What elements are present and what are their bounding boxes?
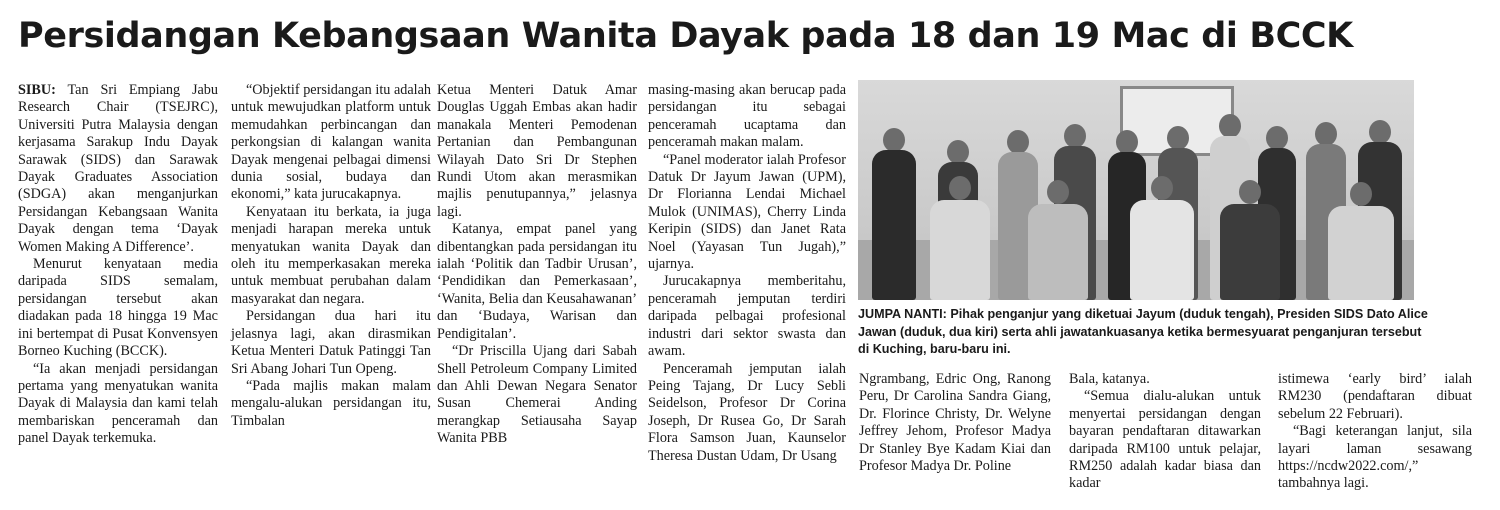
paragraph: Ketua Menteri Datuk Amar Douglas Uggah Embas akan hadir manakala Menteri Pemodenan Pertanian dan Pembangunan Wilayah Dato Sri Dr Stephen Rundi Utom akan merasmikan majlis penutupannya,” jelasnya lagi. xyxy=(437,82,637,220)
paragraph: “Dr Priscilla Ujang dari Sabah Shell Petroleum Company Limited dan Ahli Dewan Negara Senator Susan Chemerai Anding merangkap Setiausaha Sayap Wanita PBB xyxy=(437,343,637,447)
article-column-3 xyxy=(437,82,637,448)
article-column-5 xyxy=(859,371,1051,475)
photo-person xyxy=(872,128,916,300)
photo-person xyxy=(930,176,990,300)
article-column-6 xyxy=(1069,371,1261,493)
paragraph: masing-masing akan berucap pada persidangan itu sebagai penceramah ucaptama dan penceramah makan malam. xyxy=(648,82,846,151)
photo-caption xyxy=(858,306,1430,359)
paragraph: Ngrambang, Edric Ong, Ranong Peru, Dr Carolina Sandra Giang, Dr. Florince Christy, Dr. Welyne Jeffrey Jehom, Profesor Madya Dr Stanley Bye Kadam Kiai dan Profesor Madya Dr. Poline xyxy=(859,371,1051,475)
paragraph: Jurucakapnya memberitahu, penceramah jemputan terdiri daripada pelbagai profesional industri dari sektor swasta dan awam. xyxy=(648,273,846,360)
caption-lead: JUMPA NANTI: xyxy=(858,307,947,321)
paragraph: “Bagi keterangan lanjut, sila layari laman sesawang https://ncdw2022.com/,” tambahnya lagi. xyxy=(1278,423,1472,492)
article-column-4 xyxy=(648,82,846,465)
headline: Persidangan Kebangsaan Wanita Dayak pada 18 dan 19 Mac di BCCK xyxy=(18,16,1353,56)
paragraph: “Objektif persidangan itu adalah untuk mewujudkan platform untuk memudahkan perbincangan dan perkongsian di kalangan wanita Dayak mengenai pelbagai dimensi dunia sosial, budaya dan ekonomi,” kata jurucakapnya. xyxy=(231,82,431,203)
caption-text: Pihak penganjur yang diketuai Jayum (duduk tengah), Presiden SIDS Dato Alice Jawan (duduk, dua kiri) serta ahli jawatankuasanya ketika bermesyuarat penganjuran tersebut di Kuching, baru-baru ini. xyxy=(858,307,1428,357)
article-column-1 xyxy=(18,82,218,448)
paragraph: “Pada majlis makan malam mengalu-alukan persidangan itu, Timbalan xyxy=(231,377,431,429)
paragraph: Bala, katanya. xyxy=(1069,371,1150,387)
paragraph: “Ia akan menjadi persidangan pertama yang menyatukan wanita Dayak di Malaysia dan kami telah membariskan penceramah dan panel Dayak terkemuka. xyxy=(18,360,218,447)
paragraph: Katanya, empat panel yang dibentangkan pada persidangan itu ialah ‘Politik dan Tadbir Urusan’, ‘Pendidikan dan Pemerkasaan’, ‘Wanita, Belia dan Keusahawanan’ dan ‘Budaya, Warisan dan Pendigitalan’. xyxy=(437,221,637,342)
article-column-2 xyxy=(231,82,431,430)
paragraph: “Semua dialu-alukan untuk menyertai persidangan dengan bayaran pendaftaran ditawarkan daripada RM100 untuk pelajar, RM250 adalah kadar biasa dan kadar xyxy=(1069,388,1261,492)
photo-person xyxy=(1130,176,1194,300)
paragraph xyxy=(18,82,218,256)
dateline: SIBU: xyxy=(18,82,56,98)
paragraph: Kenyataan itu berkata, ia juga menjadi harapan mereka untuk menyatukan wanita Dayak dan oleh itu memperkasakan mereka untuk membuat perubahan dalam masyarakat dan negara. xyxy=(231,203,431,307)
paragraph: Menurut kenyataan media daripada SIDS semalam, persidangan tersebut akan diadakan pada 18 hingga 19 Mac ini bertempat di Pusat Konvensyen Borneo Kuching (BCCK). xyxy=(18,256,218,360)
paragraph: istimewa ‘early bird’ ialah RM230 (pendaftaran dibuat sebelum 22 Februari). xyxy=(1278,371,1472,422)
photo-person xyxy=(1328,182,1394,300)
paragraph-text: Tan Sri Empiang Jabu Research Chair (TSEJRC), Universiti Putra Malaysia dengan kerjasama Sarakup Indu Dayak Sarawak (SIDS) dan Sarawak Dayak Graduates Association (SDGA) akan menganjurkan Persidangan Kebangsaan Wanita Dayak dengan tema ‘Dayak Women Making A Difference’. xyxy=(18,82,218,255)
paragraph: Persidangan dua hari itu jelasnya lagi, akan dirasmikan Ketua Menteri Datuk Patinggi Tan Sri Abang Johari Tun Openg. xyxy=(231,308,431,377)
group-photo xyxy=(858,80,1414,300)
paragraph: “Panel moderator ialah Profesor Datuk Dr Jayum Jawan (UPM), Dr Florianna Lendai Michael Mulok (UNIMAS), Cherry Linda Keripin (SIDS) dan Janet Rata Noel (Yayasan Tun Jugah),” ujarnya. xyxy=(648,151,846,273)
article-column-7 xyxy=(1278,371,1472,493)
paragraph: Penceramah jemputan ialah Peing Tajang, Dr Lucy Sebli Seidelson, Profesor Dr Corina Joseph, Dr Rusea Go, Dr Sarah Flora Samson Juan, Kaunselor Theresa Dustan Udam, Dr Usang xyxy=(648,360,846,464)
photo-person xyxy=(1028,180,1088,300)
photo-person xyxy=(1220,180,1280,300)
